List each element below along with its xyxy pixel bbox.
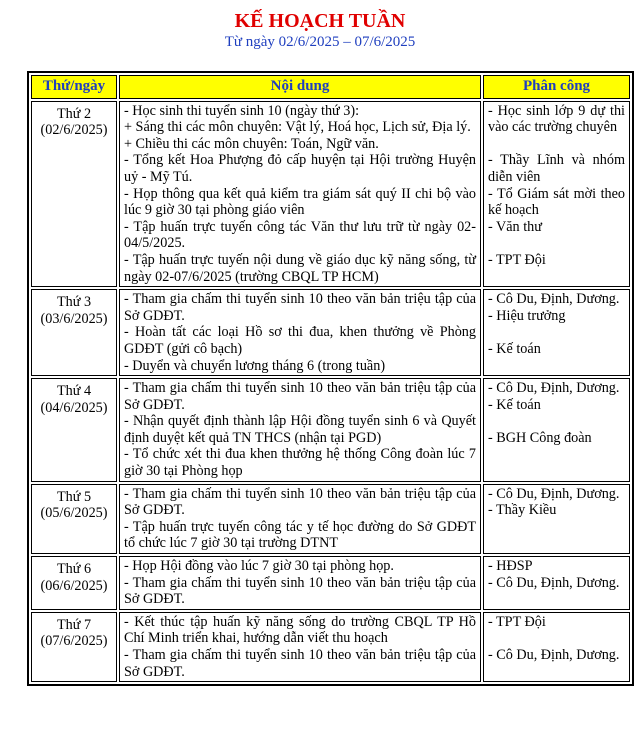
- column-header-content: Nội dung: [119, 75, 481, 99]
- assign-spacer: [488, 235, 625, 252]
- day-label: Thứ 4: [56, 383, 92, 400]
- table-row: [31, 378, 630, 482]
- content-item: - Tham gia chấm thi tuyển sinh 10 theo văn bản triệu tập của Sở GDĐT.: [124, 574, 476, 608]
- assign-item: - Cô Du, Định, Dương.: [488, 291, 620, 308]
- assign-spacer: [488, 136, 625, 153]
- content-item: - Tổ chức xét thi đua khen thưởng hệ thống Công đoàn lúc 7 giờ 30 tại Phòng họp: [124, 446, 476, 480]
- document-header: [0, 9, 640, 51]
- assign-cell: [483, 484, 630, 554]
- column-header-day: Thứ/ngày: [31, 75, 117, 99]
- day-label: Thứ 3: [56, 294, 92, 311]
- assign-item: - Học sinh lớp 9 dự thi vào các trường chuyên: [488, 102, 625, 136]
- content-cell: [119, 101, 481, 288]
- day-cell: [31, 289, 117, 376]
- assign-item: - Cô Du, Định, Dương.: [488, 380, 620, 397]
- date-label: (07/6/2025): [40, 633, 108, 650]
- assign-item: - Cô Du, Định, Dương.: [488, 574, 620, 591]
- content-item: - Tham gia chấm thi tuyển sinh 10 theo văn bản triệu tập của Sở GDĐT.: [124, 291, 476, 324]
- assign-item: - Văn thư: [488, 218, 542, 235]
- content-item: - Họp Hội đồng vào lúc 7 giờ 30 tại phòng họp.: [124, 558, 394, 575]
- assign-item: - Kế toán: [488, 340, 541, 357]
- day-cell: [31, 484, 117, 554]
- content-item: - Tập huấn trực tuyến công tác Văn thư lưu trữ từ ngày 02-04/5/2025.: [124, 218, 476, 252]
- content-item: - Tổng kết Hoa Phượng đỏ cấp huyện tại Hội trường Huyện uỷ - Mỹ Tú.: [124, 152, 476, 185]
- table-header-row: [31, 75, 630, 99]
- assign-item: - Cô Du, Định, Dương.: [488, 485, 620, 502]
- date-label: (02/6/2025): [40, 122, 108, 139]
- assign-item: - Tổ Giám sát mời theo kế hoạch: [488, 185, 625, 219]
- day-label: Thứ 6: [56, 561, 92, 578]
- content-item: - Tập huấn trực tuyến nội dung về giáo dục kỹ năng sống, từ ngày 02-07/6/2025 (trường CBQL TP HCM): [124, 251, 476, 285]
- column-header-assign: Phân công: [483, 75, 630, 99]
- date-label: (05/6/2025): [40, 505, 108, 522]
- content-cell: [119, 612, 481, 682]
- assign-spacer: [488, 324, 625, 341]
- schedule-table: [27, 71, 634, 686]
- assign-cell: [483, 289, 630, 376]
- date-label: (06/6/2025): [40, 577, 108, 594]
- page-title: KẾ HOẠCH TUẦN: [234, 10, 406, 32]
- assign-spacer: [488, 413, 625, 430]
- assign-item: - Cô Du, Định, Dương.: [488, 647, 620, 663]
- table-row: [31, 612, 630, 682]
- table-row: [31, 289, 630, 376]
- assign-cell: [483, 378, 630, 482]
- assign-cell: [483, 556, 630, 610]
- assign-item: - TPT Đội: [488, 613, 546, 630]
- day-label: Thứ 2: [56, 105, 92, 122]
- content-item: - Nhận quyết định thành lập Hội đồng tuyển sinh 6 và Quyết định duyệt kết quả TN THCS (nhận tại PGD): [124, 413, 476, 446]
- table-row: [31, 556, 630, 610]
- content-item: - Học sinh thi tuyển sinh 10 (ngày thứ 3):: [124, 102, 360, 119]
- page-subtitle: Từ ngày 02/6/2025 – 07/6/2025: [224, 34, 416, 50]
- content-item: + Sáng thi các môn chuyên: Vật lý, Hoá học, Lịch sử, Địa lý.: [124, 119, 471, 136]
- content-item: - Tham gia chấm thi tuyển sinh 10 theo văn bản triệu tập của Sở GDĐT.: [124, 485, 476, 519]
- content-cell: [119, 556, 481, 610]
- assign-spacer: [488, 630, 625, 647]
- content-item: - Họp thông qua kết quả kiểm tra giám sát quý II chi bộ vào lúc 9 giờ 30 tại phòng giáo viên: [124, 185, 476, 219]
- day-label: Thứ 7: [56, 616, 92, 633]
- content-item: - Tham gia chấm thi tuyển sinh 10 theo văn bản triệu tập của Sở GDĐT.: [124, 380, 476, 413]
- table-row: [31, 101, 630, 288]
- content-item: - Tham gia chấm thi tuyển sinh 10 theo văn bản triệu tập của Sở GDĐT.: [124, 647, 476, 680]
- content-cell: [119, 484, 481, 554]
- day-cell: [31, 612, 117, 682]
- day-cell: [31, 556, 117, 610]
- content-cell: [119, 378, 481, 482]
- content-item: + Chiều thi các môn chuyên: Toán, Ngữ văn.: [124, 135, 379, 152]
- table-row: [31, 484, 630, 554]
- content-item: - Tập huấn trực tuyến công tác y tế học đường do Sở GDĐT tổ chức lúc 7 giờ 30 tại trường DTNT: [124, 518, 476, 552]
- day-cell: [31, 378, 117, 482]
- assign-item: - Hiệu trưởng: [488, 307, 566, 324]
- content-item: - Hoàn tất các loại Hồ sơ thi đua, khen thưởng về Phòng GDĐT (gửi cô bạch): [124, 324, 476, 357]
- day-label: Thứ 5: [56, 488, 92, 505]
- content-item: - Duyển và chuyển lương tháng 6 (trong tuần): [124, 357, 386, 374]
- day-cell: [31, 101, 117, 288]
- assign-item: - Kế toán: [488, 396, 541, 413]
- content-cell: [119, 289, 481, 376]
- content-item: - Kết thúc tập huấn kỹ năng sống do trường CBQL TP Hồ Chí Minh triển khai, hướng dẫn viết thu hoạch: [124, 613, 476, 647]
- date-label: (04/6/2025): [40, 399, 108, 416]
- assign-cell: [483, 612, 630, 682]
- assign-item: - Thầy Kiều: [488, 502, 557, 519]
- assign-cell: [483, 101, 630, 288]
- assign-item: - Thầy Lĩnh và nhóm diễn viên: [488, 152, 625, 185]
- assign-item: - TPT Đội: [488, 251, 546, 268]
- date-label: (03/6/2025): [40, 310, 108, 327]
- assign-item: - HĐSP: [488, 558, 533, 575]
- assign-item: - BGH Công đoàn: [488, 429, 592, 446]
